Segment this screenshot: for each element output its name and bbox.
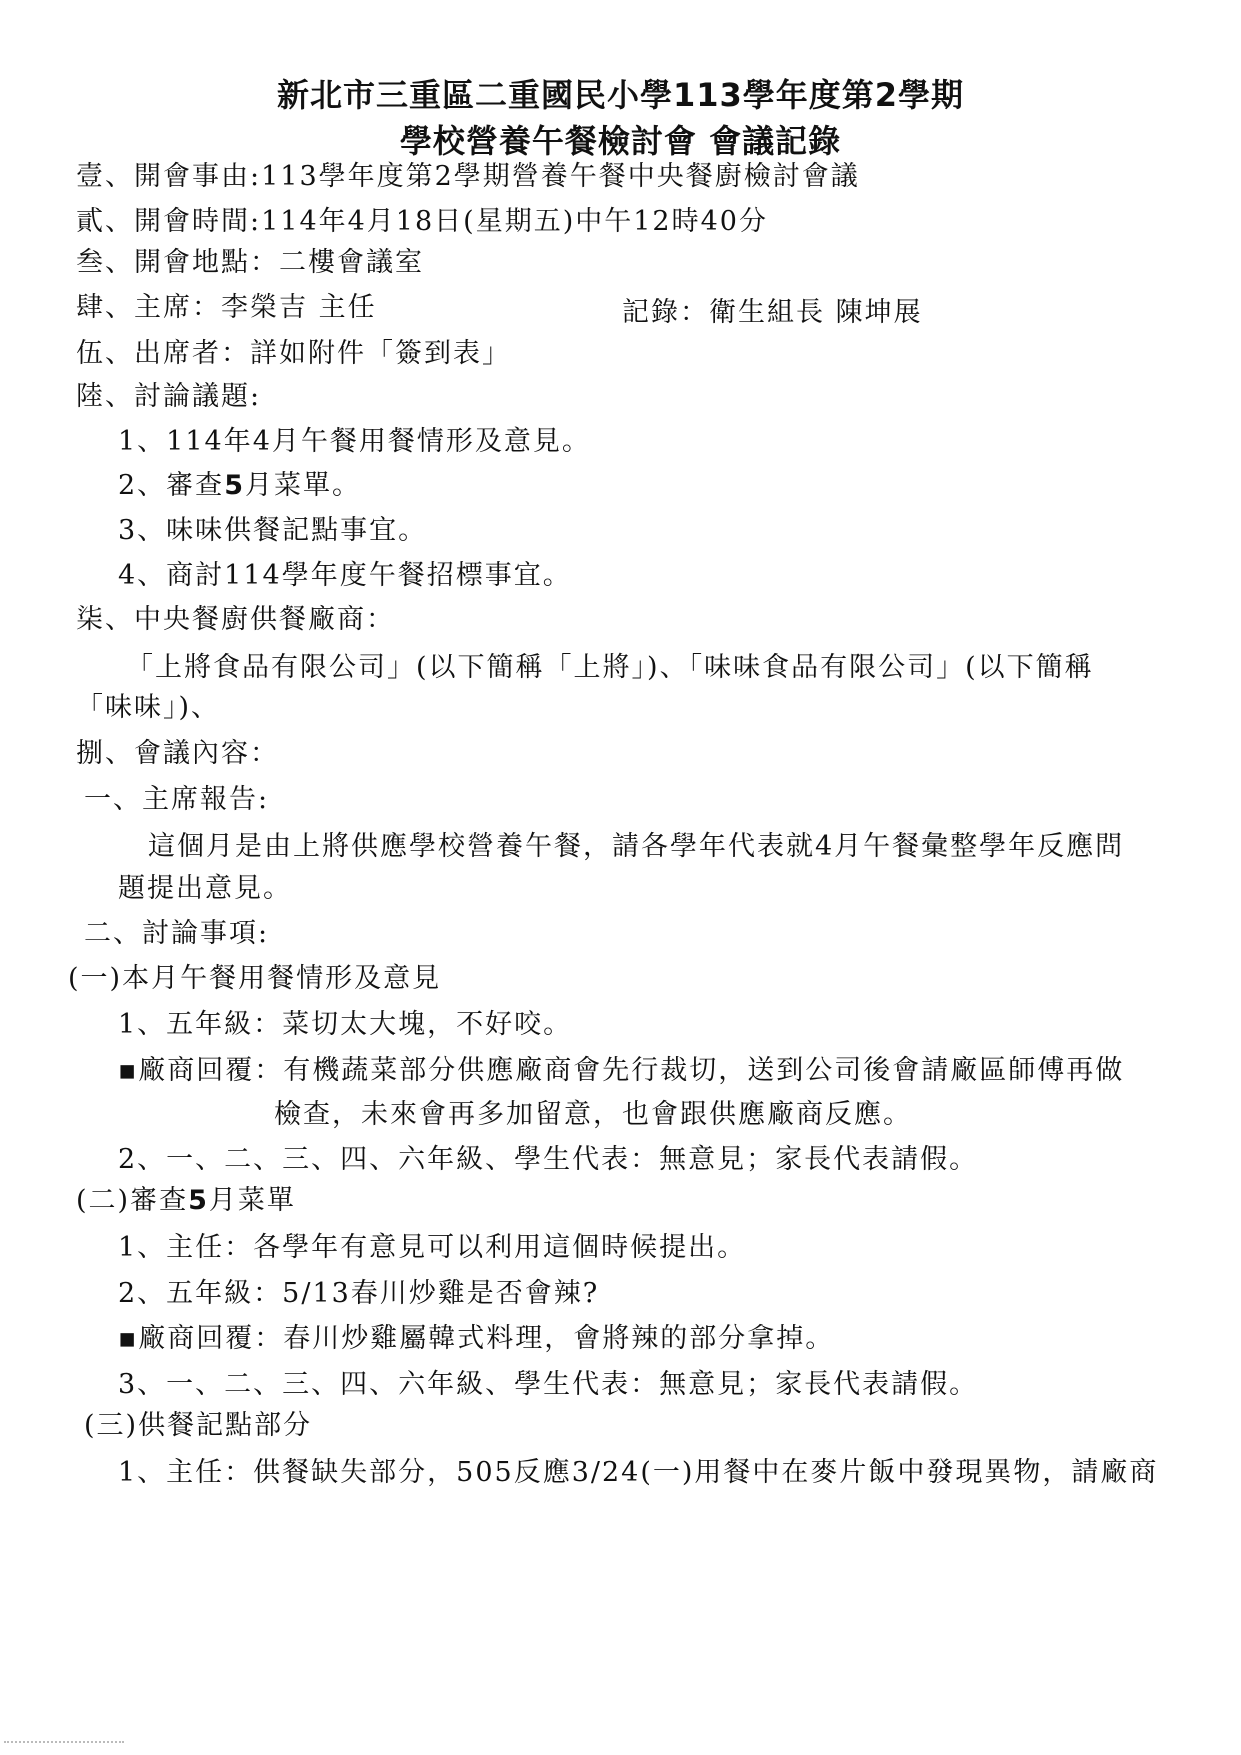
meeting-attendees: 伍、出席者：詳如附件「簽到表」 — [76, 338, 511, 369]
meeting-recorder: 記錄：衛生組長 陳坤展 — [622, 297, 923, 328]
topic-item — [118, 469, 361, 503]
topic-text: 月菜單。 — [244, 470, 361, 501]
section-heading — [76, 1184, 296, 1218]
topic-item: 1、114年4月午餐用餐情形及意見。 — [118, 426, 591, 457]
meeting-purpose: 壹、開會事由:113學年度第2學期營養午餐中央餐廚檢討會議 — [76, 161, 860, 192]
chair-report-text: 這個月是由上將供應學校營養午餐，請各學年代表就4月午餐彙整學年反應問 — [148, 831, 1125, 862]
vendors-heading: 柒、中央餐廚供餐廠商： — [76, 604, 395, 635]
chair-report-text: 題提出意見。 — [118, 873, 292, 904]
discussion-heading: 二、討論事項: — [84, 918, 270, 949]
section-heading-text: (二)審查 — [76, 1185, 189, 1216]
topic-text: 2、審查 — [118, 470, 225, 501]
list-item: 2、五年級：5/13春川炒雞是否會辣? — [118, 1278, 600, 1309]
topic-item: 4、商討114學年度午餐招標事宜。 — [118, 560, 572, 591]
vendors-line: 「味味」)、 — [76, 692, 221, 723]
chair-report-heading: 一、主席報告: — [84, 784, 270, 815]
vendor-reply: ▪廠商回覆：有機蔬菜部分供應廠商會先行裁切，送到公司後會請廠區師傅再做 — [118, 1055, 1125, 1086]
list-item: 2、一、二、三、四、六年級、學生代表：無意見；家長代表請假。 — [118, 1144, 979, 1175]
scan-artifact — [4, 1741, 124, 1746]
section-heading: (一)本月午餐用餐情形及意見 — [68, 963, 442, 994]
section-heading-text: 月菜單 — [208, 1185, 296, 1216]
meeting-time: 貳、開會時間:114年4月18日(星期五)中午12時40分 — [76, 206, 768, 237]
vendor-reply: 檢查，未來會再多加留意，也會跟供應廠商反應。 — [274, 1099, 912, 1130]
document-subtitle: 學校營養午餐檢討會 會議記錄 — [399, 122, 842, 160]
meeting-location: 叁、開會地點：二樓會議室 — [76, 247, 424, 278]
vendor-reply: ▪廠商回覆：春川炒雞屬韓式料理，會將辣的部分拿掉。 — [118, 1323, 835, 1354]
topic-item: 3、味味供餐記點事宜。 — [118, 515, 428, 546]
section-month-number: 5 — [188, 1185, 209, 1216]
section-heading: (三)供餐記點部分 — [84, 1410, 313, 1441]
topic-month-number: 5 — [224, 470, 245, 501]
discussion-topics-heading: 陸、討論議題: — [76, 381, 262, 412]
list-item: 1、主任：各學年有意見可以利用這個時候提出。 — [118, 1232, 747, 1263]
list-item: 1、五年級：菜切太大塊，不好咬。 — [118, 1009, 573, 1040]
list-item: 1、主任：供餐缺失部分，505反應3/24(一)用餐中在麥片飯中發現異物，請廠商 — [118, 1457, 1159, 1488]
document-title: 新北市三重區二重國民小學113學年度第2學期 — [276, 76, 965, 114]
meeting-chair: 肆、主席：李榮吉 主任 — [76, 292, 377, 323]
list-item: 3、一、二、三、四、六年級、學生代表：無意見；家長代表請假。 — [118, 1369, 979, 1400]
vendors-line: 「上將食品有限公司」(以下簡稱「上將」)、「味味食品有限公司」(以下簡稱 — [126, 652, 1094, 683]
meeting-content-heading: 捌、會議內容： — [76, 738, 279, 769]
